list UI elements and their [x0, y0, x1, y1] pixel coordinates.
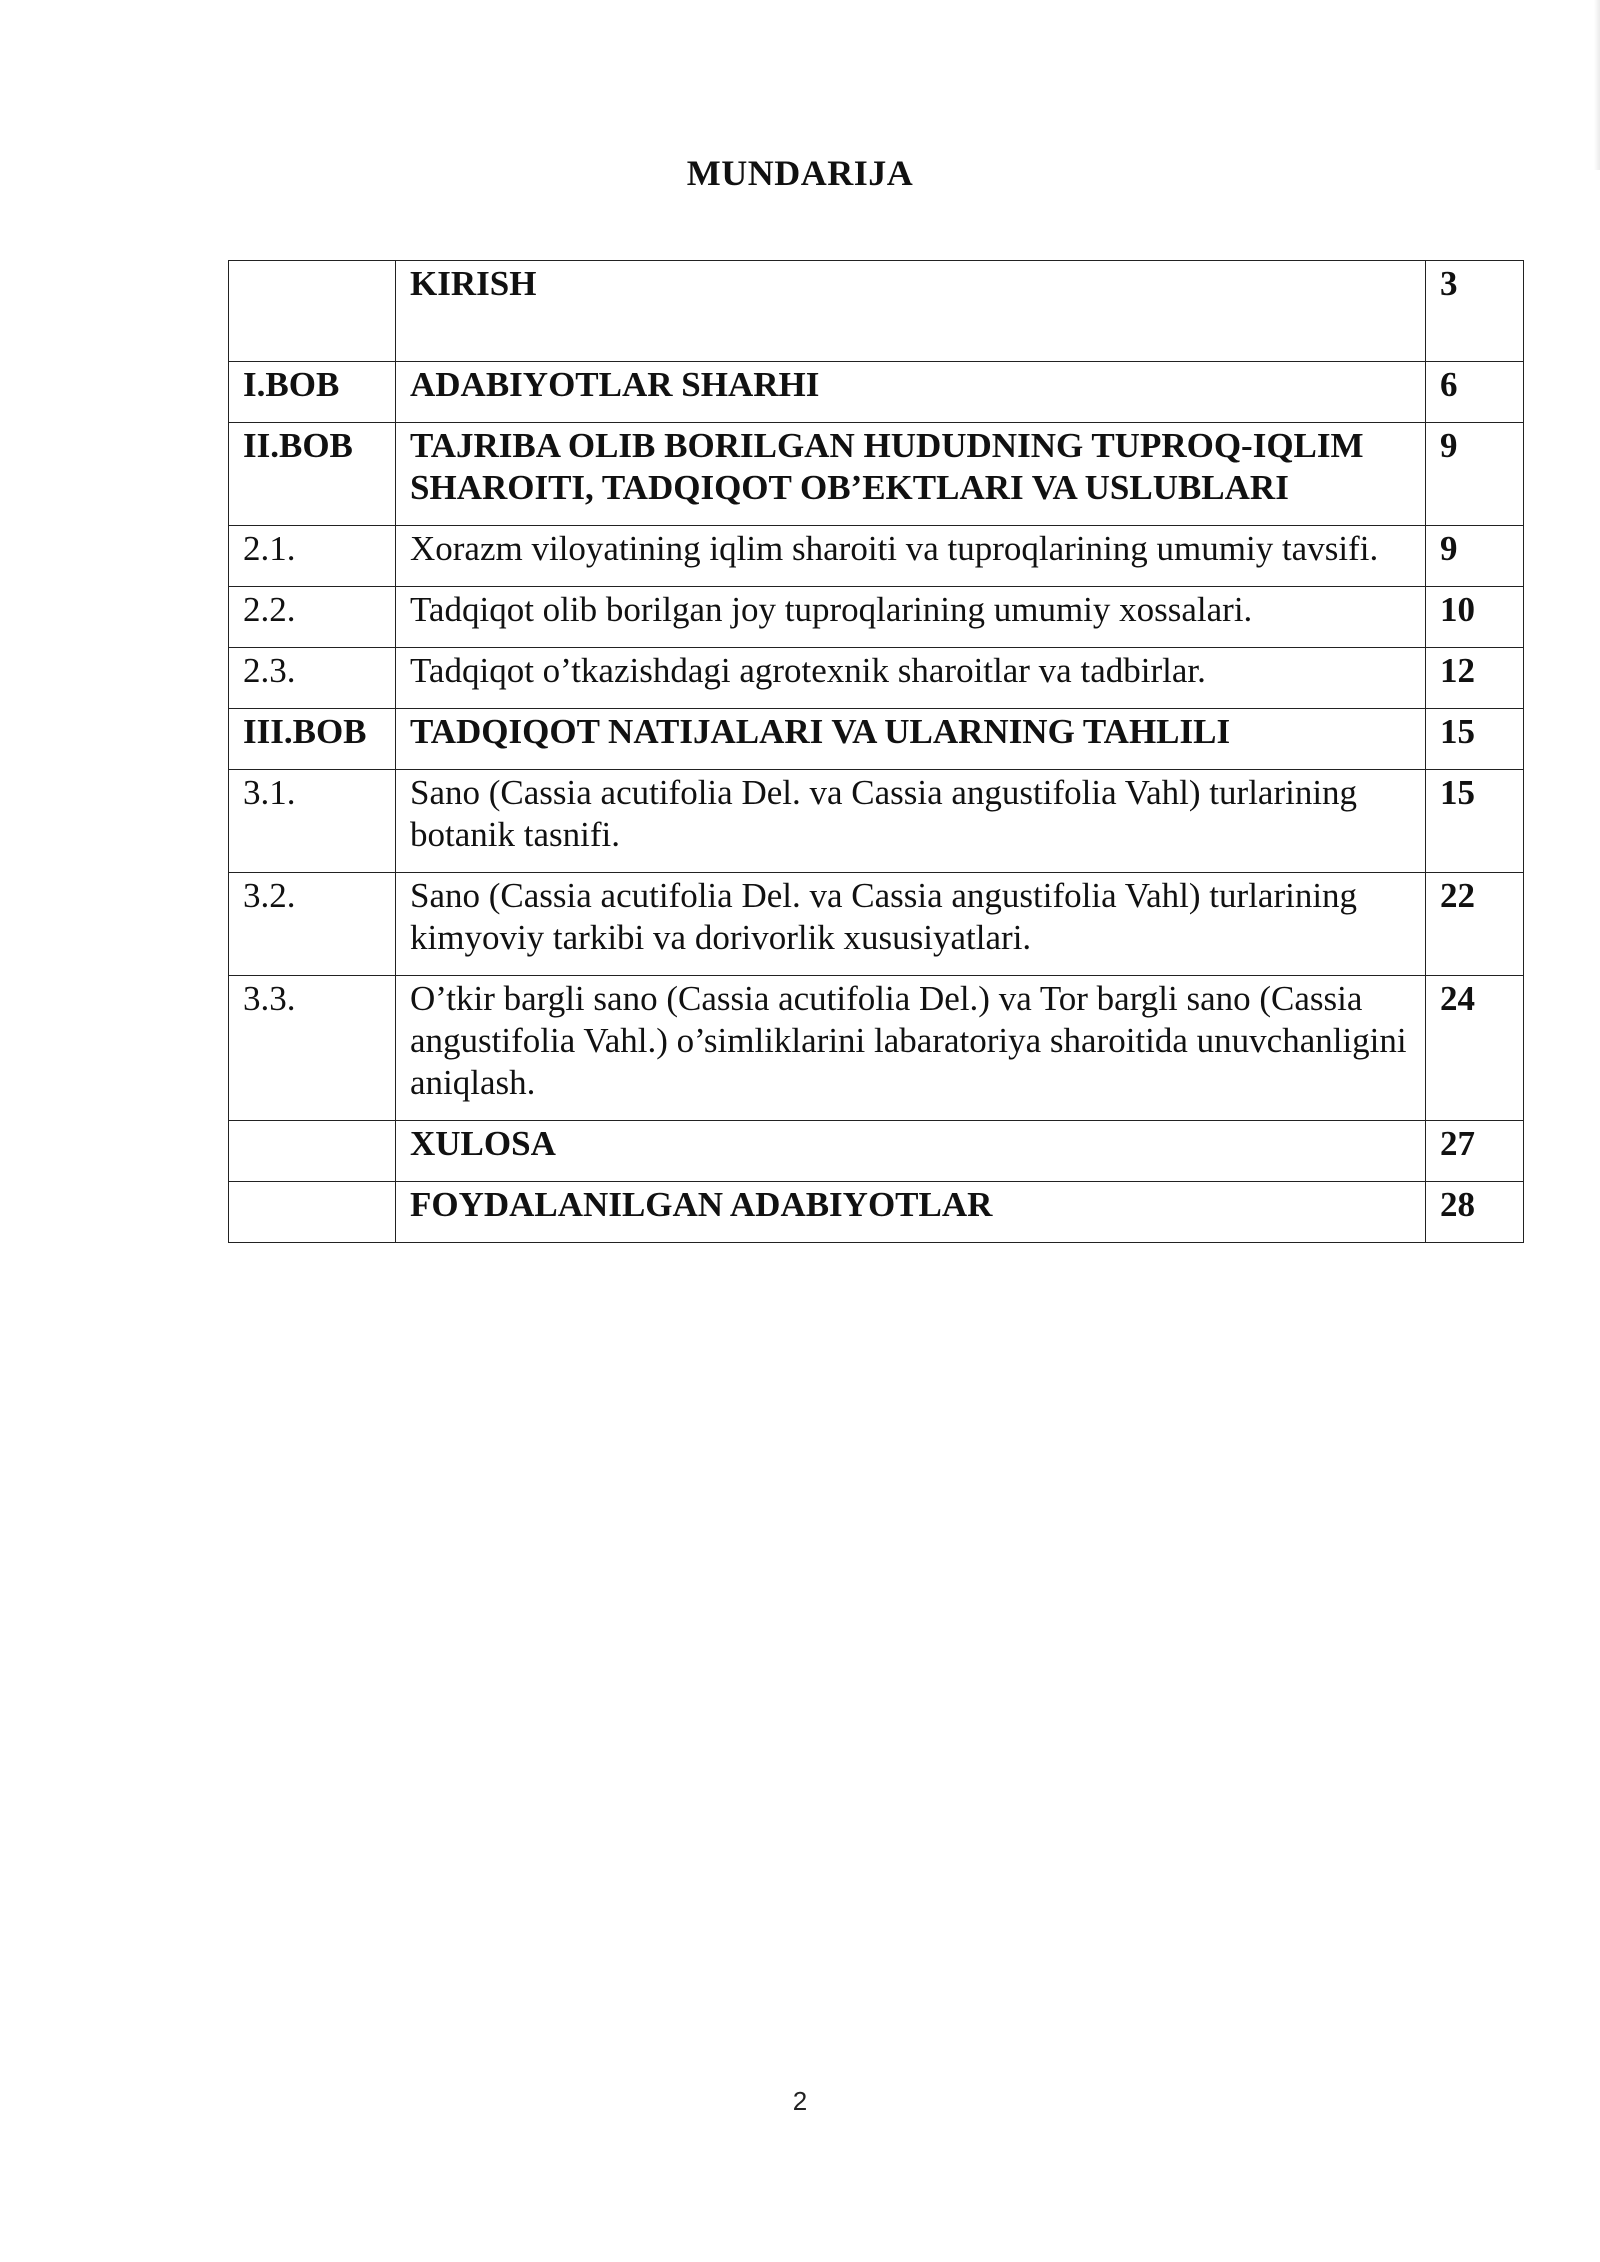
toc-section-number: [229, 1182, 396, 1243]
toc-section-title: TADQIQOT NATIJALARI VA ULARNING TAHLILI: [396, 709, 1426, 770]
toc-page-number: 12: [1426, 648, 1524, 709]
page-number: 2: [792, 2086, 808, 2116]
toc-section-title: TAJRIBA OLIB BORILGAN HUDUDNING TUPROQ-IQLIM SHAROITI, TADQIQOT OB’EKTLARI VA USLUBLARI: [396, 423, 1426, 526]
toc-section-title: ADABIYOTLAR SHARHI: [396, 362, 1426, 423]
toc-section-number: II.BOB: [229, 423, 396, 526]
toc-section-number: 3.1.: [229, 770, 396, 873]
toc-row: [229, 1182, 1524, 1243]
table-of-contents: [228, 260, 1524, 1243]
toc-row: [229, 648, 1524, 709]
toc-section-number: 2.3.: [229, 648, 396, 709]
toc-page-number: 22: [1426, 873, 1524, 976]
toc-row: [229, 709, 1524, 770]
toc-section-title: Xorazm viloyatining iqlim sharoiti va tuproqlarining umumiy tavsifi.: [396, 526, 1426, 587]
toc-row: [229, 261, 1524, 362]
toc-section-title: Sano (Cassia acutifolia Del. va Cassia angustifolia Vahl) turlarining kimyoviy tarkibi va dorivorlik xususiyatlari.: [396, 873, 1426, 976]
toc-page-number: 9: [1426, 526, 1524, 587]
toc-page-number: 27: [1426, 1121, 1524, 1182]
page-edge-shadow: [1594, 0, 1600, 170]
toc-section-number: [229, 261, 396, 362]
toc-section-number: [229, 1121, 396, 1182]
toc-section-title: Sano (Cassia acutifolia Del. va Cassia angustifolia Vahl) turlarining botanik tasnifi.: [396, 770, 1426, 873]
toc-section-number: I.BOB: [229, 362, 396, 423]
toc-section-title: KIRISH: [396, 261, 1426, 362]
toc-row: [229, 976, 1524, 1121]
toc-section-number: 3.2.: [229, 873, 396, 976]
page-title: MUNDARIJA: [686, 153, 914, 193]
toc-page-number: 24: [1426, 976, 1524, 1121]
toc-page-number: 15: [1426, 770, 1524, 873]
toc-page-number: 9: [1426, 423, 1524, 526]
toc-page-number: 28: [1426, 1182, 1524, 1243]
toc-section-number: 2.2.: [229, 587, 396, 648]
toc-page-number: 10: [1426, 587, 1524, 648]
toc-row: [229, 1121, 1524, 1182]
toc-section-title: O’tkir bargli sano (Cassia acutifolia Del.) va Tor bargli sano (Cassia angustifolia Vahl.) o’simliklarini labaratoriya sharoitida unuvchanligini aniqlash.: [396, 976, 1426, 1121]
toc-section-number: 3.3.: [229, 976, 396, 1121]
toc-page-number: 15: [1426, 709, 1524, 770]
toc-row: [229, 873, 1524, 976]
toc-row: [229, 362, 1524, 423]
toc-section-title: XULOSA: [396, 1121, 1426, 1182]
toc-section-number: 2.1.: [229, 526, 396, 587]
toc-page-number: 3: [1426, 261, 1524, 362]
toc-row: [229, 526, 1524, 587]
toc-row: [229, 770, 1524, 873]
toc-row: [229, 423, 1524, 526]
toc-page-number: 6: [1426, 362, 1524, 423]
toc-section-title: FOYDALANILGAN ADABIYOTLAR: [396, 1182, 1426, 1243]
toc-section-title: Tadqiqot o’tkazishdagi agrotexnik sharoitlar va tadbirlar.: [396, 648, 1426, 709]
toc-section-number: III.BOB: [229, 709, 396, 770]
toc-section-title: Tadqiqot olib borilgan joy tuproqlarining umumiy xossalari.: [396, 587, 1426, 648]
toc-row: [229, 587, 1524, 648]
